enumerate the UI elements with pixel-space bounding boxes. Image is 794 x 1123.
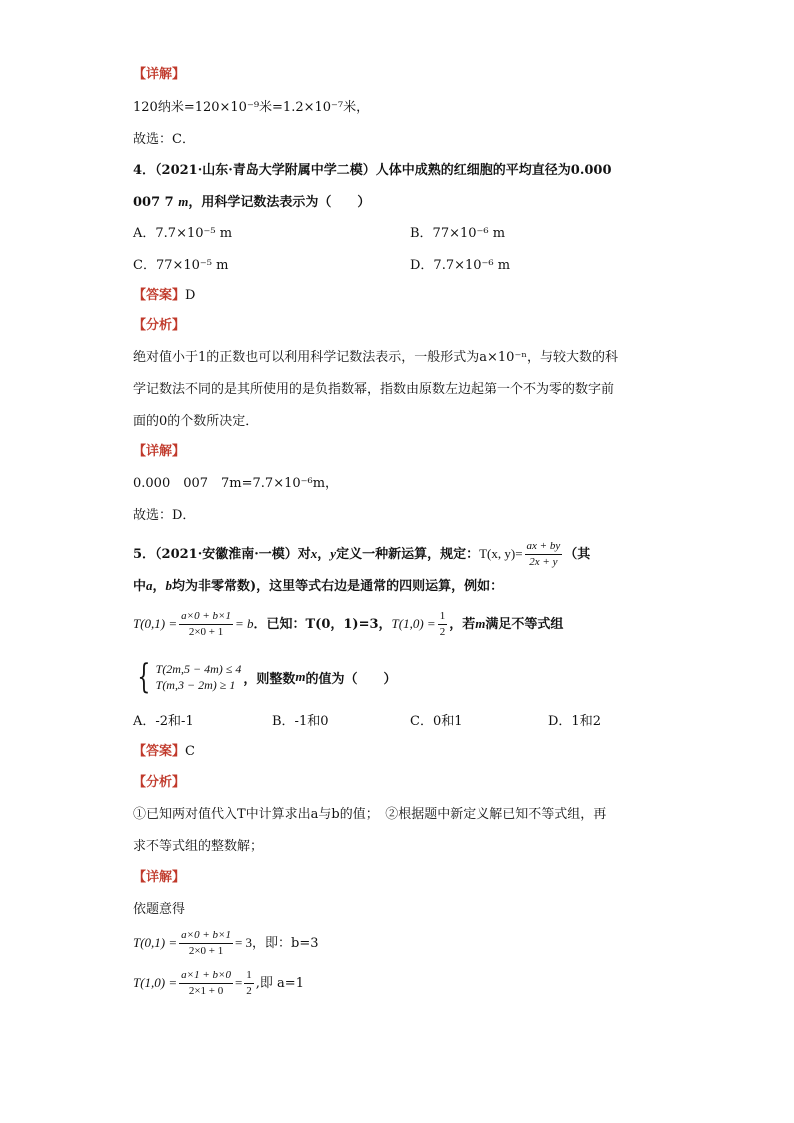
example-t10-lhs: T(1,0) =	[391, 616, 436, 631]
step1-lhs: T(0,1) =	[133, 935, 178, 950]
q5-answer	[133, 742, 195, 762]
answer-value: C	[185, 744, 195, 759]
answer-heading: 【答案】	[133, 288, 186, 303]
step2-numerator: a×1 + b×0	[179, 969, 233, 984]
q4-option-a[interactable]: A．7.7×10⁻⁵ m	[133, 226, 233, 241]
detail-heading: 【详解】	[133, 870, 186, 885]
step2-half-fraction	[244, 969, 254, 998]
q4-detail-line2: 故选：D．	[133, 508, 196, 523]
example-lhs: T(0,1) =	[133, 616, 178, 631]
q5-comma: ，	[317, 547, 331, 562]
q5-line2-start: 中	[133, 579, 147, 594]
q5-analysis-line2: 求不等式组的整数解；	[133, 839, 264, 854]
analysis-heading: 【分析】	[133, 775, 186, 790]
inequality-lines	[156, 661, 242, 693]
q4-analysis-line1: 绝对值小于1的正数也可以利用科学记数法表示，一般形式为a×10⁻ⁿ，与较大数的科	[133, 350, 618, 365]
q5-option-a[interactable]: A．-2和-1	[133, 714, 194, 729]
q5-step1	[133, 928, 319, 959]
example-numerator: a×0 + b×1	[179, 610, 233, 625]
step2-half-numerator: 1	[244, 969, 254, 984]
q4-analysis-line2: 学记数法不同的是其所使用的是负指数幂，指数由原数左边起第一个不为零的数字前	[133, 382, 615, 397]
example-known: ．已知：	[253, 617, 306, 632]
answer-heading: 【答案】	[133, 744, 186, 759]
step2-tail: ,即 a=1	[255, 976, 304, 991]
q5-example-line	[133, 610, 563, 639]
q5-stem-line2	[133, 576, 503, 597]
def-numerator: ax + by	[525, 540, 563, 555]
half-fraction	[438, 610, 448, 639]
var-b: b	[165, 578, 173, 593]
q5-stem-line1	[133, 540, 590, 569]
example-sat: 满足不等式组	[485, 617, 564, 632]
step1-tail: ，即：b=3	[252, 936, 319, 951]
q4-stem-line2	[133, 192, 370, 213]
answer-value: D	[185, 288, 196, 303]
example-rhs: = b	[234, 616, 254, 631]
var-m: m	[475, 616, 486, 631]
q5-line2-rest: 均为非零常数)，这里等式右边是通常的四则运算，例如：	[172, 579, 504, 594]
choice-line: 故选：C．	[133, 132, 195, 147]
step1-rhs: = 3	[234, 935, 253, 950]
q4-option-b[interactable]: B．77×10⁻⁶ m	[410, 226, 506, 241]
system-question-end: 的值为（ ）	[305, 671, 397, 687]
q5-line2-comma: ，	[152, 579, 166, 594]
q4-unit: m	[178, 194, 189, 209]
var-m: m	[295, 669, 306, 684]
calc-line: 120纳米=120×10⁻⁹米=1.2×10⁻⁷米，	[133, 100, 370, 115]
def-denominator: 2x + y	[529, 556, 558, 568]
q5-stem-end: （其	[564, 547, 591, 562]
step2-fraction	[179, 969, 233, 998]
q4-option-d[interactable]: D．7.7×10⁻⁶ m	[410, 258, 511, 273]
step2-lhs: T(1,0) =	[133, 975, 178, 990]
analysis-heading: 【分析】	[133, 318, 186, 333]
example-if: ，若	[449, 617, 476, 632]
def-fraction	[525, 540, 563, 569]
detail-heading: 【详解】	[133, 67, 186, 82]
step1-denominator: 2×0 + 1	[188, 945, 224, 957]
q5-option-b[interactable]: B．-1和0	[272, 714, 329, 729]
brace-glyph: {	[137, 657, 151, 697]
q4-analysis-line3: 面的0的个数所决定．	[133, 414, 259, 429]
example-denominator: 2×0 + 1	[188, 626, 224, 638]
half-denominator: 2	[439, 626, 446, 638]
q4-number-tail: 007 7	[133, 195, 179, 210]
q4-option-c[interactable]: C．77×10⁻⁵ m	[133, 258, 229, 273]
q5-option-c[interactable]: C．0和1	[410, 714, 463, 729]
step2-denominator: 2×1 + 0	[188, 985, 224, 997]
step1-fraction	[179, 929, 233, 958]
q5-stem-start: 5．（2021·安徽淮南·一模）对	[133, 547, 311, 562]
inequality-system	[133, 657, 397, 697]
q4-stem-tail: ，用科学记数法表示为（ ）	[188, 195, 371, 210]
var-y: y	[330, 546, 337, 561]
q5-option-d[interactable]: D．1和2	[548, 714, 601, 729]
q5-analysis-line1: ①已知两对值代入T中计算求出a与b的值； ②根据题中新定义解已知不等式组，再	[133, 807, 607, 822]
q4-stem-line1: 4．（2021·山东·青岛大学附属中学二模）人体中成熟的红细胞的平均直径为0.000	[133, 163, 612, 178]
q5-step2	[133, 968, 304, 999]
def-lhs: T(x, y)=	[479, 546, 523, 561]
step1-numerator: a×0 + b×1	[179, 929, 233, 944]
detail-heading: 【详解】	[133, 444, 186, 459]
step2-half-denominator: 2	[246, 985, 252, 997]
example-fraction	[179, 610, 233, 639]
inequality-2: T(m,3 − 2m) ≥ 1	[155, 678, 236, 692]
step2-eq: =	[234, 975, 243, 990]
var-x: x	[310, 546, 318, 561]
inequality-1: T(2m,5 − 4m) ≤ 4	[155, 662, 242, 676]
q4-detail-line1: 0.000 007 7m=7.7×10⁻⁶m，	[133, 476, 339, 491]
var-a: a	[146, 578, 153, 593]
q5-detail-line1: 依题意得	[133, 902, 186, 917]
system-question: ，则整数	[243, 671, 296, 687]
example-t01: T(0，1)=3，	[305, 617, 392, 632]
q4-answer	[133, 286, 195, 306]
q5-stem-mid: 定义一种新运算，规定：	[336, 547, 480, 562]
half-numerator: 1	[438, 610, 448, 625]
